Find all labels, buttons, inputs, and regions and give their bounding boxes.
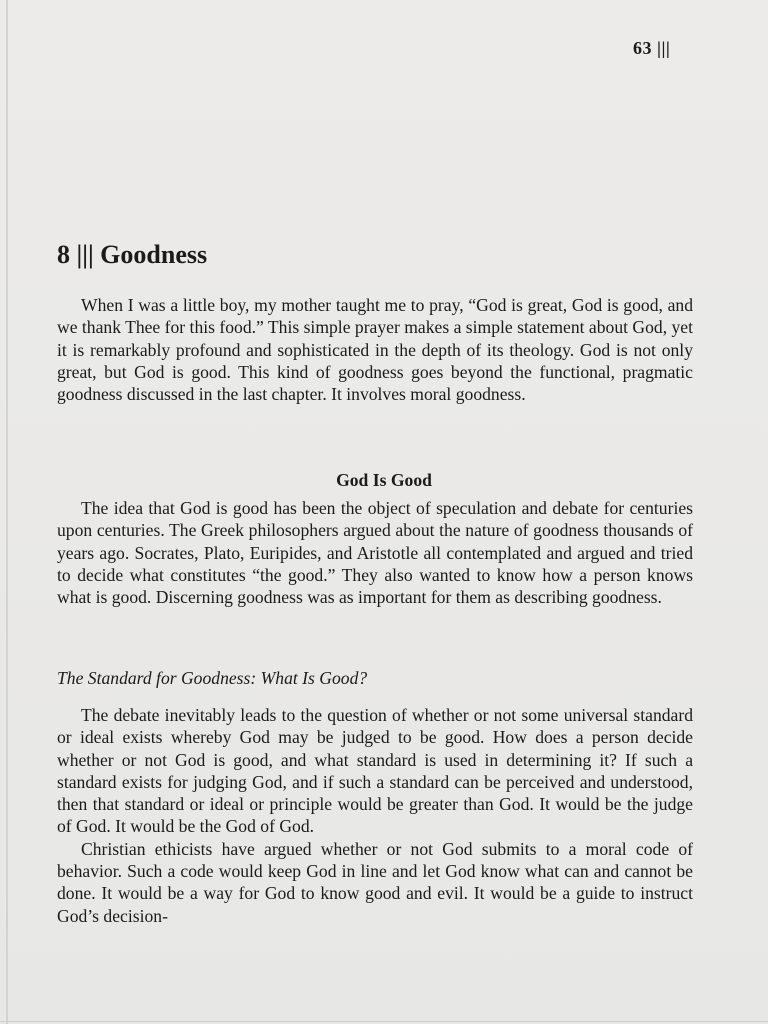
page-edge [6,0,8,1024]
paragraph-1: When I was a little boy, my mother taught me to pray, “God is great, God is good, and we thank Thee for this food.” This simple prayer makes a simple statement about God, yet it is remarkably profound and sophisticated in the depth of its theology. God is not only great, but God is good. This kind of goodness goes beyond the functional, pragmatic goodness discussed in the last chapter. It involves moral goodness. [57,295,693,405]
section-text [57,497,693,608]
section-heading: God Is Good [336,470,432,490]
paragraph-3: The debate inevitably leads to the question of whether or not some universal standard or ideal exists whereby God may be judged to be good. How does a person decide whether or not God is good, and what standard is used in determining it? If such a standard exists for judging God, and if such a standard can be perceived and understood, then that standard or ideal or principle would be greater than God. It would be the judge of God. It would be the God of God. [57,705,693,837]
chapter-title: 8 ||| Goodness [57,240,208,269]
paragraph-2: The idea that God is good has been the object of speculation and debate for centuries upon centuries. The Greek philosophers argued about the nature of goodness thousands of years ago. Socrates, Plato, Euripides, and Aristotle all contemplated and argued and tried to decide what constitutes “the good.” They also wanted to know how a person knows what is good. Discerning goodness was as important for them as describing goodness. [57,498,693,608]
subsection-heading: The Standard for Goodness: What Is Good? [57,668,368,688]
paragraph-4: Christian ethicists have argued whether or not God submits to a moral code of behavior. Such a code would keep God in line and let God know what can and cannot be done. It would be a way for God to know good and evil. It would be a guide to instruct God’s decision- [57,838,693,926]
page-number: 63 ||| [633,38,671,58]
intro-text [57,294,693,405]
page-bottom-edge [0,1021,768,1022]
subsection-text [57,704,693,927]
